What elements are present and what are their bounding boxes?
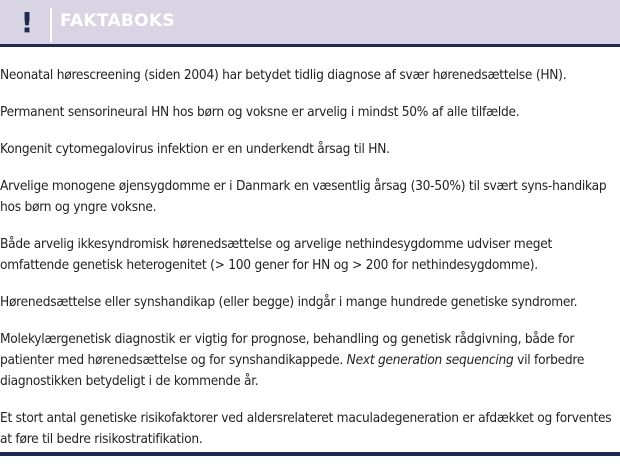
fact-italic-text: Next generation sequencing	[346, 352, 514, 368]
header-divider	[50, 8, 52, 42]
fact-paragraph: Hørenedsættelse eller synshandikap (eller begge) indgår i mange hundrede genetiske syndromer.	[0, 294, 578, 310]
exclamation-icon: !	[20, 6, 34, 39]
fact-paragraph: Kongenit cytomegalovirus infektion er en underkendt årsag til HN.	[0, 141, 390, 157]
fact-paragraph: Et stort antal genetiske risikofaktorer ved aldersrelateret maculadegeneration er afdækket og forventes at føre til bedre risikostratifikation.	[0, 410, 612, 447]
fact-paragraph: Både arvelig ikkesyndromisk hørenedsættelse og arvelige nethindesygdomme udviser meget omfattende genetisk heterogenitet (> 100 gener for HN og > 200 for nethindesygdomme).	[0, 236, 553, 273]
footer-rule	[0, 452, 620, 456]
fact-paragraph: Neonatal hørescreening (siden 2004) har betydet tidlig diagnose af svær hørenedsættelse (HN).	[0, 67, 567, 83]
fact-text: Molekylærgenetisk diagnostik er vigtig for prognose, behandling og genetisk rådgivning, både for patienter med hørenedsættelse og for synshandikappede.	[0, 331, 575, 368]
faktaboks-header	[0, 0, 620, 47]
fact-text: vil forbedre diagnostikken betydeligt i de kommende år.	[0, 352, 585, 389]
fact-paragraph	[0, 329, 612, 392]
fact-paragraph: Permanent sensorineural HN hos børn og voksne er arvelig i mindst 50% af alle tilfælde.	[0, 104, 520, 120]
faktaboks-content	[0, 65, 612, 466]
faktaboks-title: FAKTABOKS	[60, 11, 175, 31]
fact-paragraph: Arvelige monogene øjensygdomme er i Danmark en væsentlig årsag (30-50%) til svært syns-handikap hos børn og yngre voksne.	[0, 178, 607, 215]
